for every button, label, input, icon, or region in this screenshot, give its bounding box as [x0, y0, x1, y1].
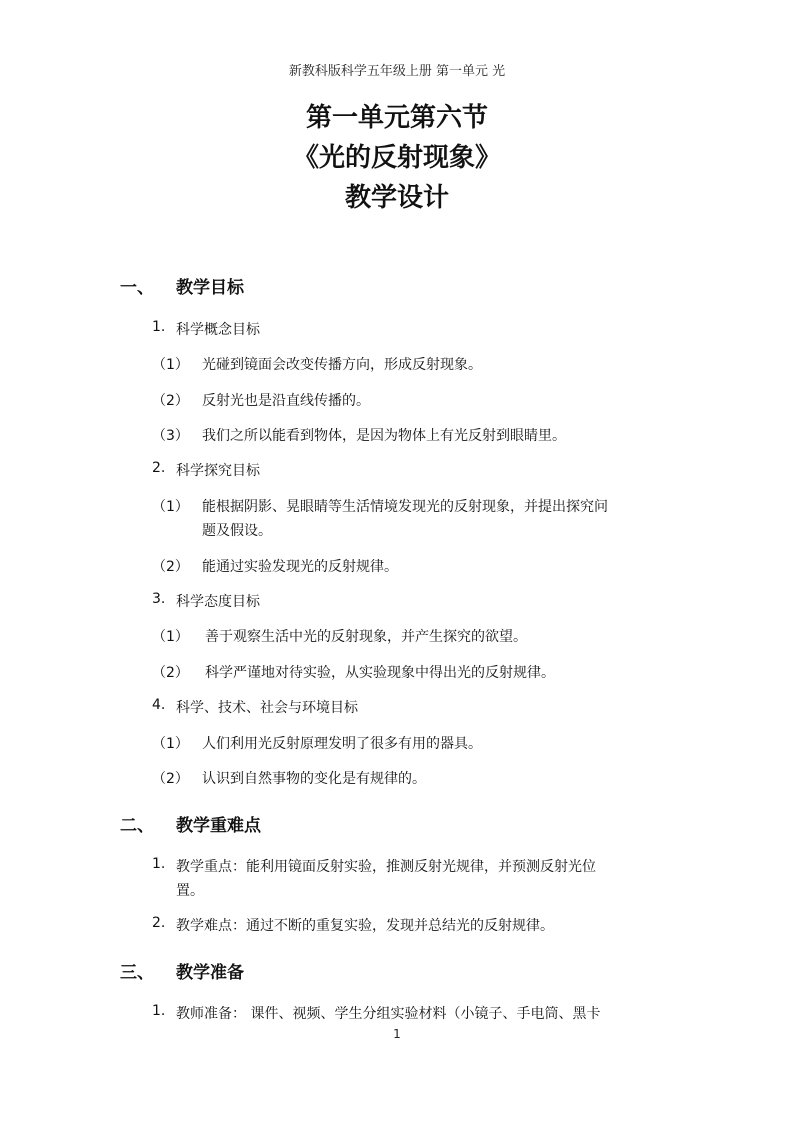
subsection-1-4-title: 科学、技术、社会与环境目标	[176, 700, 358, 716]
item-text: 善于观察生活中光的反射现象，并产生探究的欲望。	[205, 629, 527, 645]
item-number: （1）	[152, 499, 189, 515]
subsection-3-1-text: 教师准备： 课件、视频、学生分组实验材料（小镜子、手电筒、黑卡	[176, 1006, 601, 1022]
subsection-1-4-number: 4.	[152, 697, 166, 713]
item-number: （3）	[152, 428, 189, 444]
subsection-1-3-number: 3.	[152, 591, 166, 607]
subsection-1-1-title: 科学概念目标	[176, 322, 260, 338]
item-number: （1）	[152, 736, 189, 752]
item-text: 我们之所以能看到物体，是因为物体上有光反射到眼睛里。	[202, 428, 566, 444]
item-text: 光碰到镜面会改变传播方向，形成反射现象。	[202, 357, 482, 373]
section-2-title: 教学重难点	[176, 816, 261, 836]
item-number: （2）	[152, 393, 189, 409]
subsection-1-1-number: 1.	[152, 319, 166, 335]
subsection-2-2-text: 教学难点：通过不断的重复实验，发现并总结光的反射规律。	[176, 918, 554, 934]
item-text: 能通过实验发现光的反射规律。	[202, 559, 398, 575]
section-1-title: 教学目标	[176, 278, 244, 298]
item-text: 认识到自然事物的变化是有规律的。	[202, 771, 426, 787]
subsection-2-1-text-continued: 置。	[176, 883, 204, 899]
subsection-2-1-number: 1.	[152, 856, 166, 872]
item-number: （1）	[152, 629, 189, 645]
item-text: 人们利用光反射原理发明了很多有用的器具。	[202, 736, 482, 752]
item-number: （2）	[152, 771, 189, 787]
page-number: 1	[393, 1027, 401, 1041]
section-1-number: 一、	[120, 278, 154, 298]
item-number: （2）	[152, 559, 189, 575]
item-number: （1）	[152, 357, 189, 373]
title-line-2: 《光的反射现象》	[292, 143, 501, 173]
title-line-1: 第一单元第六节	[305, 103, 488, 133]
subsection-1-2-number: 2.	[152, 460, 166, 476]
item-text: 能根据阴影、晃眼睛等生活情境发现光的反射现象，并提出探究问	[202, 499, 608, 515]
subsection-3-1-number: 1.	[152, 1003, 166, 1019]
subsection-1-3-title: 科学态度目标	[176, 594, 260, 610]
page-header: 新教科版科学五年级上册 第一单元 光	[288, 64, 506, 79]
item-text: 科学严谨地对待实验，从实验现象中得出光的反射规律。	[205, 665, 555, 681]
subsection-1-2-title: 科学探究目标	[176, 463, 260, 479]
subsection-2-1-text: 教学重点：能利用镜面反射实验，推测反射光规律，并预测反射光位	[176, 859, 596, 875]
subsection-2-2-number: 2.	[152, 915, 166, 931]
section-2-number: 二、	[120, 816, 154, 836]
item-text-continued: 题及假设。	[202, 523, 272, 539]
section-3-number: 三、	[120, 963, 154, 983]
document-title	[0, 98, 794, 218]
section-3-title: 教学准备	[176, 963, 244, 983]
title-line-3: 教学设计	[344, 183, 449, 213]
item-number: （2）	[152, 665, 189, 681]
item-text: 反射光也是沿直线传播的。	[202, 393, 370, 409]
